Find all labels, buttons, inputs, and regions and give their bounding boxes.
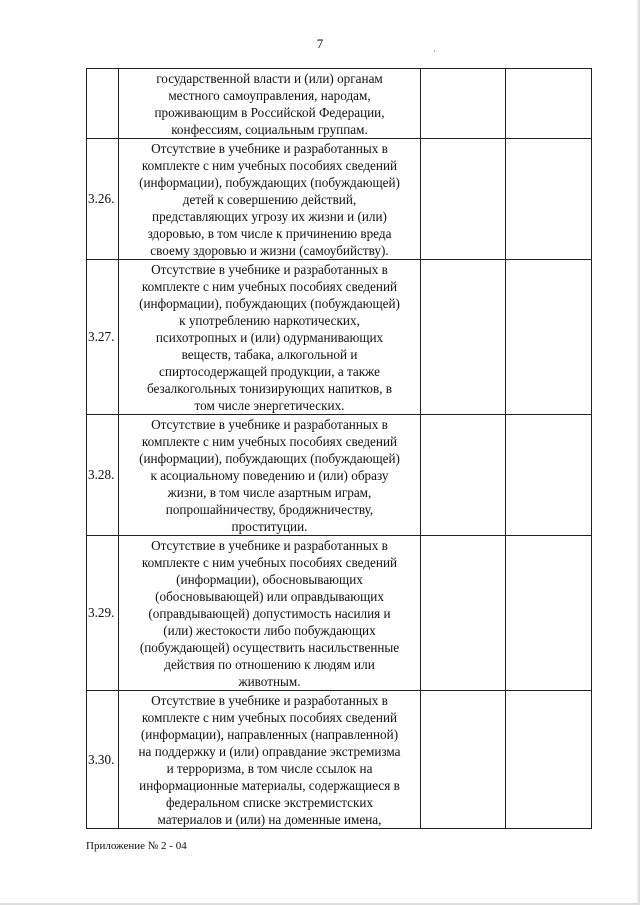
table-row (87, 415, 592, 536)
description-line: попрошайничеству, бродяжничеству, (165, 502, 374, 517)
description-line: (информации), направленных (направленной) (140, 727, 399, 742)
description-line: государственной власти и (или) органам (156, 71, 383, 86)
empty-cell-col4 (506, 536, 592, 691)
description-line: животным. (238, 674, 301, 689)
description-line: спиртосодержащей продукции, а также (159, 364, 380, 379)
description-line: проживающим в Российской Федерации, (154, 105, 385, 120)
empty-cell-col3 (421, 69, 506, 139)
description-line: Отсутствие в учебнике и разработанных в (151, 538, 388, 553)
description-line: (информации), обосновывающих (176, 572, 363, 587)
description-line: (информации), побуждающих (побуждающей) (139, 175, 400, 190)
criterion-description (119, 69, 421, 139)
description-line: (информации), побуждающих (побуждающей) (139, 296, 400, 311)
description-line: жизни, в том числе азартным играм, (167, 485, 372, 500)
description-line: (побуждающей) осуществить насильственные (139, 640, 400, 655)
empty-cell-col4 (506, 260, 592, 415)
criterion-number: 3.28. (87, 415, 119, 536)
empty-cell-col3 (421, 260, 506, 415)
description-line: (или) жестокости либо побуждающих (163, 623, 376, 638)
description-line: своему здоровью и жизни (самоубийству). (150, 243, 389, 258)
table-row (87, 260, 592, 415)
criterion-description (119, 260, 421, 415)
criterion-description (119, 691, 421, 829)
description-line: Отсутствие в учебнике и разработанных в (151, 417, 388, 432)
footer-appendix-label: Приложение № 2 - 04 (86, 840, 187, 852)
criterion-number: 3.27. (87, 260, 119, 415)
description-line: Отсутствие в учебнике и разработанных в (151, 262, 388, 277)
description-line: материалов и (или) на доменные имена, (157, 812, 382, 827)
empty-cell-col4 (506, 69, 592, 139)
description-line: том числе энергетических. (194, 398, 345, 413)
table-row (87, 536, 592, 691)
criterion-description (119, 415, 421, 536)
description-line: комплекте с ним учебных пособиях сведений (141, 434, 398, 449)
description-line: (обосновывающей) или оправдывающих (155, 589, 384, 604)
table-row (87, 691, 592, 829)
description-line: комплекте с ним учебных пособиях сведений (141, 158, 398, 173)
empty-cell-col3 (421, 691, 506, 829)
description-line: представляющих угрозу их жизни и (или) (152, 209, 387, 224)
description-line: (оправдывающей) допустимость насилия и (148, 606, 391, 621)
description-line: к асоциальному поведению и (или) образу (150, 468, 389, 483)
description-line: психотропных и (или) одурманивающих (155, 330, 384, 345)
criterion-number: 3.26. (87, 139, 119, 260)
table-row (87, 139, 592, 260)
description-line: на поддержку и (или) оправдание экстремизма (138, 744, 401, 759)
scan-speck: · (433, 46, 436, 56)
description-line: действия по отношению к людям или (164, 657, 375, 672)
description-line: Отсутствие в учебнике и разработанных в (151, 693, 388, 708)
description-line: федеральном списке экстремистских (165, 795, 374, 810)
description-line: Отсутствие в учебнике и разработанных в (151, 141, 388, 156)
description-line: комплекте с ним учебных пособиях сведений (141, 710, 398, 725)
empty-cell-col4 (506, 415, 592, 536)
criterion-number (87, 69, 119, 139)
empty-cell-col3 (421, 139, 506, 260)
description-line: здоровью, в том числе к причинению вреда (147, 226, 392, 241)
criterion-number: 3.30. (87, 691, 119, 829)
empty-cell-col3 (421, 415, 506, 536)
criterion-number: 3.29. (87, 536, 119, 691)
criterion-description (119, 536, 421, 691)
description-line: детей к совершению действий, (182, 192, 357, 207)
description-line: безалкогольных тонизирующих напитков, в (146, 381, 393, 396)
description-line: веществ, табака, алкогольной и (181, 347, 358, 362)
description-line: проституции. (231, 519, 308, 534)
empty-cell-col4 (506, 139, 592, 260)
criterion-description (119, 139, 421, 260)
page-number: 7 (316, 36, 324, 51)
description-line: конфессиям, социальным группам. (171, 122, 368, 137)
description-line: комплекте с ним учебных пособиях сведений (141, 279, 398, 294)
description-line: (информации), побуждающих (побуждающей) (139, 451, 400, 466)
description-line: комплекте с ним учебных пособиях сведений (141, 555, 398, 570)
criteria-table (86, 68, 592, 829)
description-line: информационные материалы, содержащиеся в (139, 778, 400, 793)
criteria-table-body (87, 69, 592, 829)
description-line: местного самоуправления, народам, (168, 88, 371, 103)
empty-cell-col3 (421, 536, 506, 691)
empty-cell-col4 (506, 691, 592, 829)
description-line: и терроризма, в том числе ссылок на (166, 761, 373, 776)
table-row (87, 69, 592, 139)
description-line: к употреблению наркотических, (179, 313, 360, 328)
